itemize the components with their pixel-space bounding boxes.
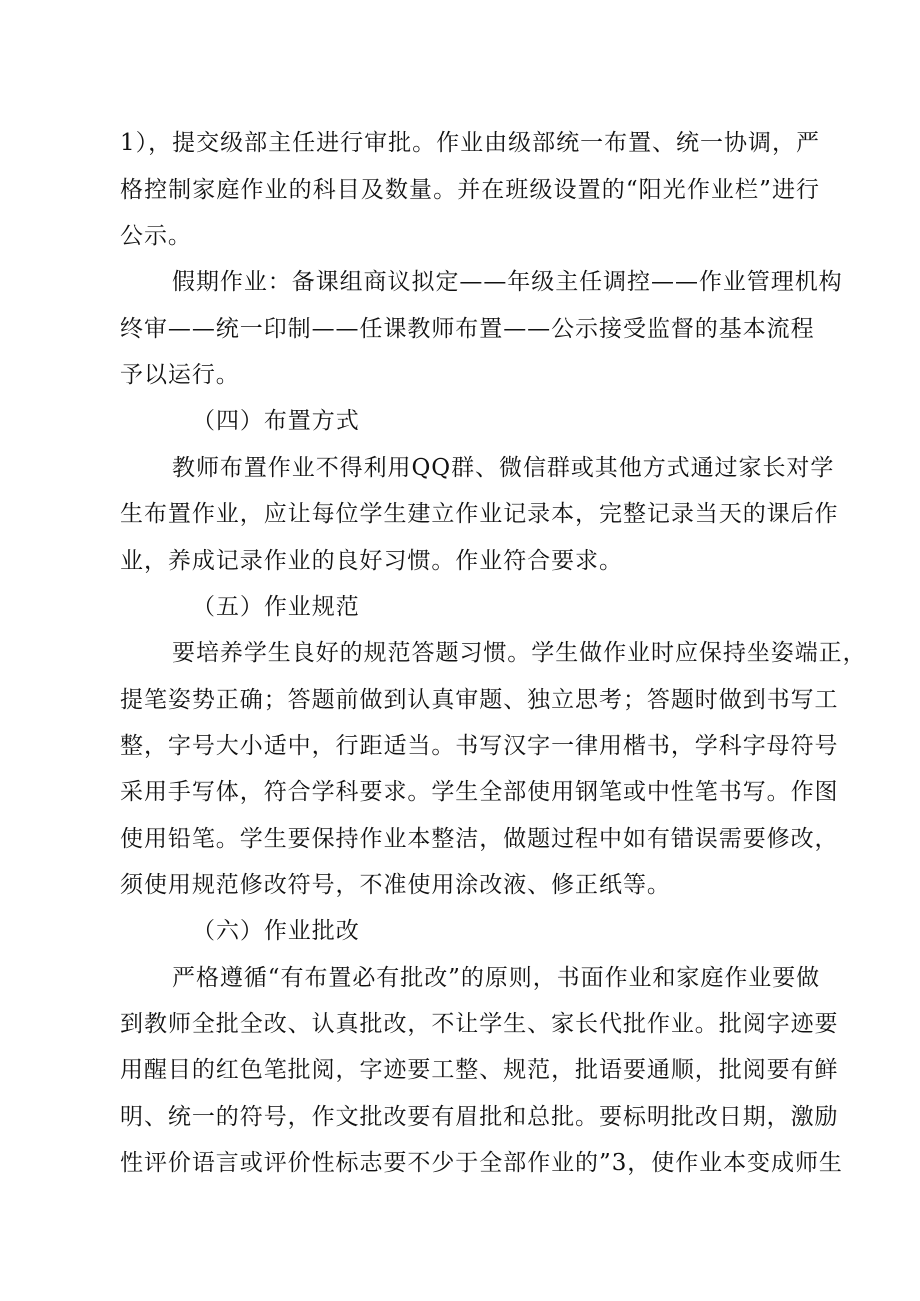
paragraph-line: 格控制家庭作业的科目及数量。并在班级设置的“阳光作业栏”进行 [120, 177, 820, 203]
section-heading: （五）作业规范 [192, 594, 360, 620]
paragraph-line: 明、统一的符号，作文批改要有眉批和总批。要标明批改日期，激励 [120, 1104, 839, 1130]
paragraph-line: 终审——统一印制——任课教师布置——公示接受监督的基本流程 [120, 316, 815, 342]
paragraph-line: 须使用规范修改符号，不准使用涂改液、修正纸等。 [120, 872, 671, 898]
paragraph-line: 提笔姿势正确；答题前做到认真审题、独立思考；答题时做到书写工 [120, 687, 839, 713]
paragraph-line: 教师布置作业不得利用QQ群、微信群或其他方式通过家长对学 [172, 455, 835, 481]
paragraph-line: 公示。 [120, 223, 192, 249]
paragraph-line: 业，养成记录作业的良好习惯。作业符合要求。 [120, 548, 623, 574]
paragraph-line: 用醒目的红色笔批阅，字迹要工整、规范，批语要通顺，批阅要有鲜 [120, 1057, 839, 1083]
paragraph-line: 到教师全批全改、认真批改，不让学生、家长代批作业。批阅字迹要 [120, 1011, 839, 1037]
paragraph-line: 假期作业：备课组商议拟定——年级主任调控——作业管理机构 [172, 269, 843, 295]
paragraph-line: 予以运行。 [120, 362, 240, 388]
section-heading: （四）布置方式 [192, 408, 360, 434]
paragraph-line: 性评价语言或评价性标志要不少于全部作业的”3，使作业本变成师生 [120, 1150, 843, 1176]
paragraph-line: 生布置作业，应让每位学生建立作业记录本，完整记录当天的课后作 [120, 501, 839, 527]
paragraph-line: 1），提交级部主任进行审批。作业由级部统一布置、统一协调，严 [120, 130, 820, 156]
section-heading: （六）作业批改 [192, 918, 360, 944]
paragraph-line: 要培养学生良好的规范答题习惯。学生做作业时应保持坐姿端正， [172, 640, 867, 666]
paragraph-line: 采用手写体，符合学科要求。学生全部使用钢笔或中性笔书写。作图 [120, 779, 839, 805]
paragraph-line: 严格遵循“有布置必有批改”的原则，书面作业和家庭作业要做 [172, 965, 821, 991]
paragraph-line: 整，字号大小适中，行距适当。书写汉字一律用楷书，学科字母符号 [120, 733, 839, 759]
paragraph-line: 使用铅笔。学生要保持作业本整洁，做题过程中如有错误需要修改， [120, 826, 839, 852]
